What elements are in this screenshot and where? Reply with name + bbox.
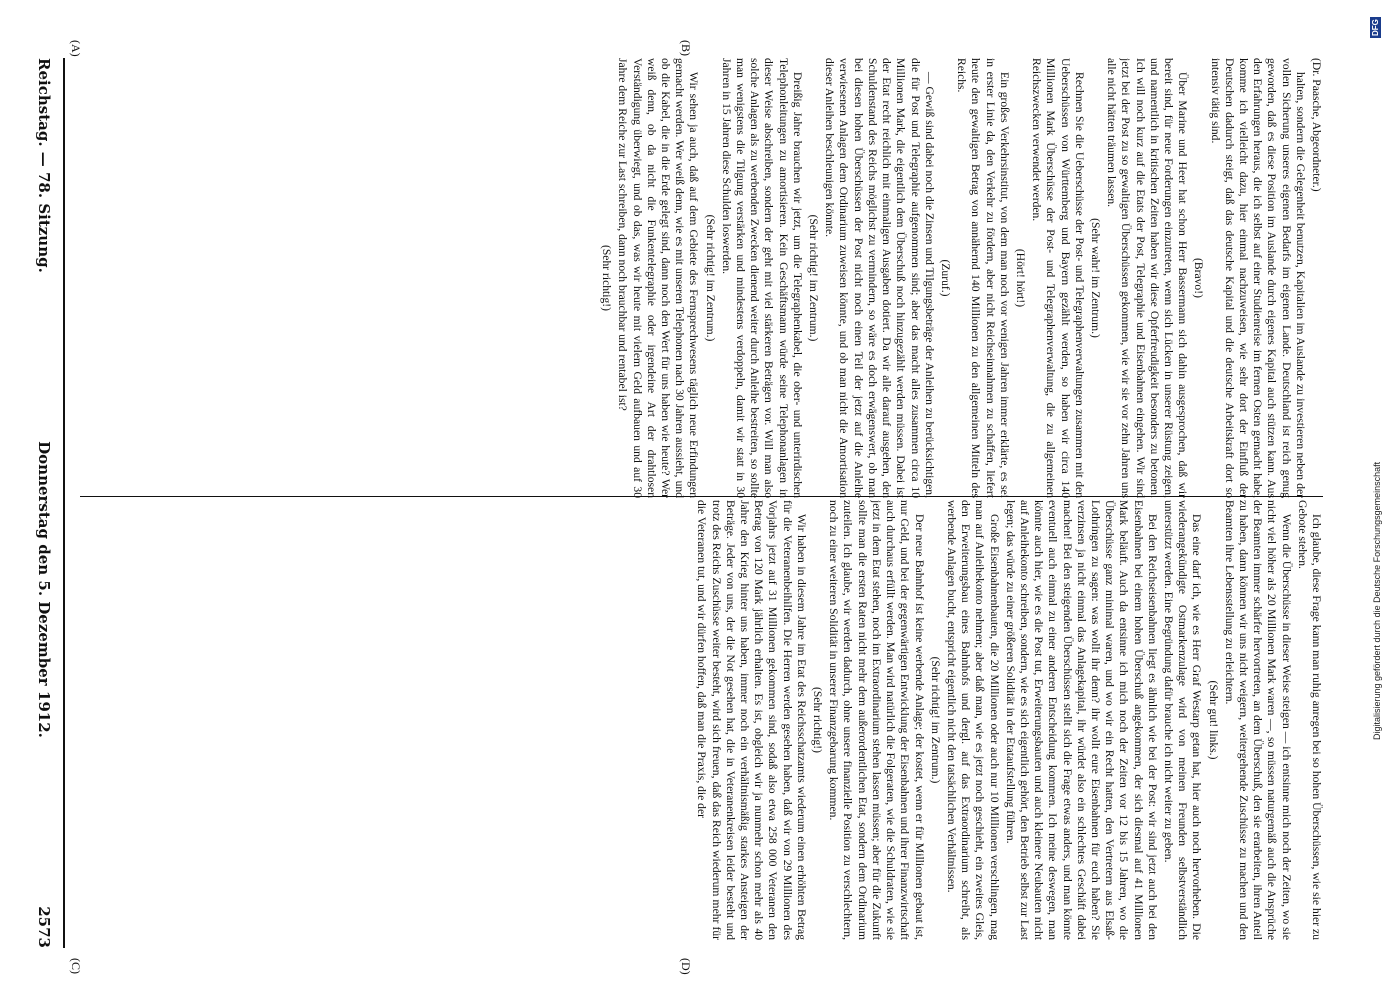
interjection: (Zuruf.) [938, 259, 952, 297]
header-left: Reichstag. — 78. Sitzung. [35, 58, 53, 273]
interjection: (Sehr richtig!) [600, 245, 614, 311]
page-number: 2573 [35, 906, 53, 948]
left-column [75, 58, 1323, 498]
column-separator [80, 496, 1323, 497]
paragraph: Über Marine und Heer hat schon Herr Bassermann sich dahin ausgesprochen, daß wir bereit sind, für neue Forderungen einzutreten, wenn sich Lücken in unserer Rüstung zeigen, und namentlich in kritischen Zeiten haben wir diese Opferfreudigkeit besonders zu betonen. Ich will noch kurz auf die Etats der Post, Telegraphie und Eisenbahnen eingehen. Wir sind jetzt bei der Post zu so gewaltigen Überschüssen gekommen, wie wir sie vor zehn Jahren uns alle nicht hätten träumen lassen. [1105, 58, 1190, 498]
interjection: (Hört! hört!) [1013, 248, 1027, 308]
interjection: (Sehr richtig! im Zentrum.) [928, 656, 942, 784]
paragraph: Wir haben in diesem Jahre im Etat des Reichsschatzamts wiederum einen erhöhten Betrag für die Veteranenbeihilfen. Die Herren werden gesehen haben, daß wir von 29 Millionen des Vorjahrs jetzt auf 31 Millionen gekommen sind, sodaß also etwa 258 000 Veteranen den Betrag von 120 Mark jährlich erhalten. Es ist, obgleich wir ja nunmehr schon mehr als 40 Jahre den Krieg hinter uns haben, immer noch ein verhältnismäßig starkes Ansteigen der Beträge. Jeder von uns, der die Not gesehen hat, die in Veteranenkreisen leider besteht und trotz des Reichs Zuschüsse weiter besteht, wird sich freuen, daß das Reich wiederum mehr für die Veteranen tut, und wir dürfen hoffen, daß man die Praxis, die der [695, 500, 808, 940]
interjection: (Sehr wahr! im Zentrum.) [1088, 218, 1102, 338]
header-date: Donnerstag den 5. Dezember 1912. [35, 441, 53, 738]
paragraph: Bei den Reichseisenbahnen liegt es ähnlich wie bei der Post: wir sind jetzt auch bei den Eisenbahnen bei einem hohen Überschuß angekommen, der sich diesmal auf 41 Millionen Mark beläuft. Auch da entsinne ich mich noch der Zeiten vor 12 bis 15 Jahren, wo die Überschüsse ganz minimal waren, und wo wir ein Recht hatten, den Vertretern aus Elsaß-Lothringen zu sagen: was wollt ihr denn? ihr wollt eure Eisenbahnen für euch haben? Sie verzinsen ja nicht einmal das Anlagekapital, ihr würdet also ein schlechtes Geschäft dabei machen! Bei den steigenden Überschüssen stellt sich die Frage etwas anders, und man könnte eventuell auch einmal zu einer anderen Entscheidung kommen. Ich meine deswegen, man könnte auch hier, wie es die Post tut, Erweiterungsbauten und auch kleinere Neubauten nicht auf Anleihekonto schreiben, sondern, wie es sich eigentlich gehört, den Betrieb selbst zur Last legen; das würde zu einer größeren Solidität in der Etataufstellung führen. [1003, 500, 1159, 940]
paragraph: Wir sehen ja auch, daß auf dem Gebiete des Fernsprechwesens täglich neue Erfindungen gemacht werden. Wer weiß denn, wie es mit unseren Telephonen nach 30 Jahren aussieht, und ob die Kabel, die in die Erde gelegt sind, dann noch den Wert für uns haben wie heute? Wer weiß denn, ob da nicht die Funkentelegraphie oder irgendeine Art der drahtlosen Verständigung überwiegt, und ob das, was wir heute mit vielem Geld aufbauen und auf 30 Jahre dem Reiche zur Last schreiben, dann noch brauchbar und rentabel ist? [616, 58, 701, 498]
paragraph: Rechnen Sie die Ueberschüsse der Post- und Telegraphenverwaltungen zusammen mit den Ueberschüssen von Württemberg und Bayern gezählt werden, so haben wir circa 140 Millionen Mark Überschüsse der Post- und Telegraphenverwaltung, die zu allgemeinen Reichszwecken verwendet werden. [1030, 58, 1086, 498]
paragraph: Der neue Bahnhof ist keine werbende Anlage; der kostet, wenn er für Millionen gebaut ist, nur Geld, und bei der gegenwärtigen Entwicklung der Eisenbahnen und ihrer Finanzwirtschaft auch durchaus erfüllt werden. Man wird natürlich die Folgeraten, wie die Schuldraten, wie sie jetzt in dem Etat stehen, noch im Extraordinarium stehen lassen müssen; aber für die Zukunft sollte man die ersten Raten nicht mehr dem außerordentlichen Etat, sondern dem Ordinarium zuteilen. Ich glaube, wir werden dadurch, ohne unsere finanzielle Position zu verschlechtern, noch zu einer weiteren Solidität in unserer Finanzgebarung kommen. [827, 500, 926, 940]
interjection: (Sehr richtig!) [811, 687, 825, 753]
header-rule [63, 58, 65, 948]
margin-marker-a: (A) [69, 40, 83, 57]
interjection: (Sehr gut! links.) [1206, 680, 1220, 760]
right-column [75, 500, 1323, 940]
interjection: (Sehr richtig! im Zentrum.) [703, 214, 717, 342]
digitization-note: Digitalisierung gefördert durch die Deutsche Forschungsgemeinschaft [1372, 461, 1382, 740]
page-header [30, 58, 58, 948]
paragraph: — Gewiß sind dabei noch die Zinsen und Tilgungsbeträge der Anleihen zu berücksichtigen, die für Post und Telegraphie aufgenommen sind; aber das macht alles zusammen circa 10 Millionen Mark, die eigentlich dem Überschuß noch hinzugezählt werden müssen. Dabei ist der Etat recht reichlich mit einmaligen Ausgaben dotiert. Da wir alle darauf ausgehen, den Schuldenstand des Reichs möglichst zu vermindern, so wäre es doch erwägenswert, ob man bei diesen hohen Überschüssen der Post nicht noch einen Teil der jetzt auf die Anleihe verwiesenen Anlagen dem Ordinarium zuweisen könnte, und ob man nicht die Amortisation dieser Anleihen beschleunigen könnte. [823, 58, 936, 498]
paragraph: Große Eisenbahnenbauten, die 20 Millionen oder auch nur 10 Millionen verschlingen, mag man auf Anleihekonto nehmen; aber daß man, wie es jetzt noch geschieht, ein zweites Gleis, den Erweiterungsbau eines Bahnhofs und dergl. auf das Extraordinarium schreibt, als werbende Anlagen bucht, entspricht eigentlich nicht den tatsächlichen Verhältnissen. [944, 500, 1001, 940]
paragraph: halten, sondern die Gelegenheit benutzen, Kapitalien im Auslande zu investieren neben der vollen Sicherung unseres eigenen Bedarfs im eigenen Lande. Deutschland ist reich genug geworden, daß es diese Position im Auslande durch eigenes Kapital auch stützen kann. Aus den Erfahrungen heraus, die ich selbst auf einer Studienreise im fernen Osten gemacht habe, komme ich vielleicht dazu, hier einmal nachzuweisen, wie sehr dort der Einfluß der Deutschen dadurch steigt, daß das deutsche Kapital und die deutsche Arbeitskraft dort so intensiv tätig sind. [1208, 58, 1307, 498]
paragraph: Wenn die Überschüsse in dieser Weise steigen — ich entsinne mich noch der Zeiten, wo sie nicht viel höher als 20 Millionen Mark waren —, so müssen naturgemäß auch die Ansprüche der Beamten immer schärfer hervortreten, an dem Überschuß, den sie erarbeiten, ihren Anteil zu haben, dann können wir uns nicht weigern, weitergehende Zuschüsse zu machen und den Beamten ihre Lebensstellung zu erleichtern. [1222, 500, 1293, 940]
interjection: (Bravo!) [1192, 258, 1206, 298]
paragraph: Ein großes Verkehrsinstitut, von dem man noch vor wenigen Jahren immer erklärte, es sei in erster Linie da, den Verkehr zu fördern, aber nicht Reichseinnahmen zu schaffen, liefert heute den gewaltigen Betrag von annähernd 140 Millionen zu den allgemeinen Mitteln des Reichs. [955, 58, 1011, 498]
paragraph: Ich glaube, diese Frage kann man ruhig anregen bei so hohen Überschüssen, wie sie hier zu Gebote stehen. [1295, 500, 1323, 940]
paragraph: Das eine darf ich, wie es Herr Graf Westarp getan hat, hier auch noch hervorheben. Die wiederangekündigte Ostmarkenzulage wird von meinen Freunden selbstverständlich unterstützt werden. Eine Begründung dafür brauche ich nicht weiter zu geben. [1161, 500, 1204, 940]
dfg-logo: DFG [1371, 19, 1380, 36]
margin-marker-c: (C) [69, 958, 83, 974]
interjection: (Sehr richtig! im Zentrum.) [807, 214, 821, 342]
speaker-line: (Dr. Paasche, Abgeordneter.) [1310, 58, 1323, 192]
margin-marker-b: (B) [679, 40, 693, 56]
margin-marker-d: (D) [679, 958, 693, 975]
paragraph: Dreißig Jahre brauchen wir jetzt, um die Telegraphenkabel, die ober- und unterirdischen Telephonleitungen zu amortisieren. Kein Geschäftsmann würde seine Telephonanlagen in dieser Weise abschreiben, sondern der geht mit viel stärkeren Beträgen vor. Will man also solche Anlagen als zu werbenden Zwecken dienend weiter durch Anleihe bestreiten, so sollte man wenigstens die Tilgung verstärken und mindestens verdoppeln, damit wir statt in 30 Jahren in 15 Jahren diese Schulden loswerden. [719, 58, 804, 498]
